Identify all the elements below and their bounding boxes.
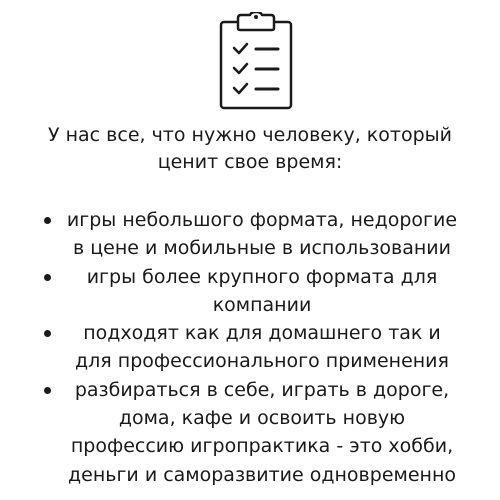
clipboard-checklist-icon [216,12,296,112]
list-item-text: игры небольшого формата, недорогие в цене и мобильные в использовании [66,209,458,260]
list-item [0,263,500,320]
bullet-icon [44,387,51,394]
list-item [0,376,500,489]
intro-text: У нас все, что нужно человеку, который ценит свое время: [48,124,452,173]
list-item-text: разбираться в себе, играть в дороге, дома, кафе и освоить новую профессию игропрактика - это хобби, деньги и саморазвитие одновременно [68,378,456,486]
list-item [0,319,500,376]
bullet-icon [44,217,51,224]
list-item-text: игры более крупного формата для компании [86,265,438,316]
list-item [0,206,500,263]
bullet-icon [44,274,51,281]
list-item-text: подходят как для домашнего так и для профессионального применения [75,322,449,373]
bullet-icon [44,330,51,337]
features-list [0,206,500,489]
